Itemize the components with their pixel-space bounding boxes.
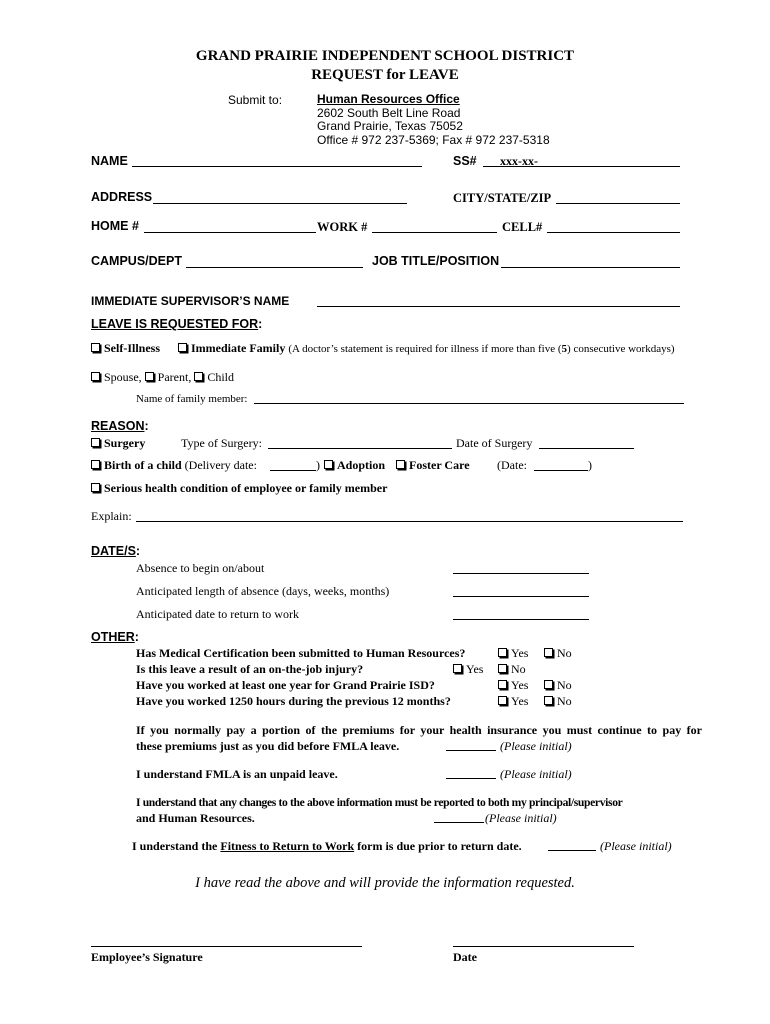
birth-row <box>91 458 257 473</box>
work-phone-field[interactable] <box>372 232 497 233</box>
type-of-surgery-label: Type of Surgery: <box>181 436 262 450</box>
campus-dept-field[interactable] <box>186 267 363 268</box>
child-label: Child <box>207 370 234 384</box>
city-state-zip-label: CITY/STATE/ZIP <box>453 191 552 205</box>
foster-care-label: Foster Care <box>409 458 470 472</box>
date-close: ) <box>588 458 592 472</box>
date-of-surgery-label: Date of Surgery <box>456 436 533 450</box>
absence-length-label: Anticipated length of absence (days, weeks, months) <box>136 584 390 598</box>
absence-length-field[interactable] <box>453 596 589 597</box>
premium-please-initial: (Please initial) <box>500 739 572 753</box>
date-of-surgery-field[interactable] <box>539 448 634 449</box>
delivery-date-field[interactable] <box>270 470 316 471</box>
q4-no-checkbox[interactable] <box>544 696 553 705</box>
birth-of-child-checkbox[interactable] <box>91 460 100 469</box>
leave-heading: LEAVE IS REQUESTED FOR: <box>91 317 263 331</box>
address-field[interactable] <box>153 203 407 204</box>
name-field[interactable] <box>132 166 422 167</box>
submit-label: Submit to: <box>228 93 283 107</box>
address-label: ADDRESS <box>91 190 153 204</box>
phone-fax: Office # 972 237-5369; Fax # 972 237-5318 <box>317 132 550 147</box>
office-name: Human Resources Office <box>317 92 460 106</box>
changes-please-initial: (Please initial) <box>485 811 557 825</box>
q1-yes-checkbox[interactable] <box>498 648 507 657</box>
delivery-close: ) <box>316 458 320 472</box>
adoption-date-field[interactable] <box>534 470 588 471</box>
doctor-statement-note: (A doctor’s statement is required for illness if more than five (5) consecutive workdays) <box>288 343 675 355</box>
other-heading: OTHER: <box>91 630 139 644</box>
q1-yes: Yes <box>498 646 528 661</box>
q2-no: No <box>498 662 526 677</box>
fitness-initial-field[interactable] <box>548 850 596 851</box>
premium-text-line1: If you normally pay a portion of the premiums for your health insurance you must continue to pay for <box>136 723 702 737</box>
job-title-field[interactable] <box>501 267 680 268</box>
signature-label: Employee’s Signature <box>91 950 203 964</box>
serious-health-checkbox[interactable] <box>91 483 100 492</box>
absence-begin-field[interactable] <box>453 573 589 574</box>
changes-text-line2: and Human Resources. <box>136 811 255 825</box>
birth-of-child-label: Birth of a child <box>104 458 182 472</box>
immediate-family-checkbox[interactable] <box>178 343 187 352</box>
city-state-zip-field[interactable] <box>556 203 680 204</box>
parent-label: Parent, <box>157 370 192 384</box>
name-label: NAME <box>91 154 128 168</box>
address-line2: Grand Prairie, Texas 75052 <box>317 119 463 133</box>
q2-no-checkbox[interactable] <box>498 664 507 673</box>
job-title-label: JOB TITLE/POSITION <box>372 254 500 268</box>
q-one-year: Have you worked at least one year for Grand Prairie ISD? <box>136 678 435 692</box>
parent-checkbox[interactable] <box>145 372 154 381</box>
adoption-checkbox[interactable] <box>324 460 333 469</box>
date-label: (Date: <box>497 458 527 472</box>
family-member-label: Name of family member: <box>136 393 248 405</box>
home-phone-label: HOME # <box>91 219 139 233</box>
q1-no: No <box>544 646 572 661</box>
ss-label: SS# <box>453 154 477 168</box>
q3-no: No <box>544 678 572 693</box>
unpaid-please-initial: (Please initial) <box>500 767 572 781</box>
family-member-field[interactable] <box>254 403 684 404</box>
fitness-to-return-link[interactable]: Fitness to Return to Work <box>220 839 355 853</box>
supervisor-field[interactable] <box>317 306 680 307</box>
spouse-label: Spouse, <box>104 370 142 384</box>
q4-yes: Yes <box>498 694 528 709</box>
address-line1: 2602 South Belt Line Road <box>317 105 461 120</box>
home-phone-field[interactable] <box>144 232 316 233</box>
q3-yes-checkbox[interactable] <box>498 680 507 689</box>
explain-label: Explain: <box>91 509 132 523</box>
family-member-options <box>91 370 234 385</box>
date-signed-line[interactable] <box>453 946 634 947</box>
cell-phone-field[interactable] <box>547 232 680 233</box>
adoption-option <box>324 458 385 473</box>
unpaid-leave-text: I understand FMLA is an unpaid leave. <box>136 767 338 781</box>
reason-heading: REASON: <box>91 419 149 433</box>
immediate-family-label: Immediate Family <box>191 341 286 355</box>
type-of-surgery-field[interactable] <box>268 448 452 449</box>
fitness-text: I understand the Fitness to Return to Work form is due prior to return date. <box>132 839 522 853</box>
explain-field[interactable] <box>136 521 683 522</box>
foster-care-checkbox[interactable] <box>396 460 405 469</box>
unpaid-initial-field[interactable] <box>446 778 496 779</box>
submit-address <box>317 93 550 147</box>
district-title: GRAND PRAIRIE INDEPENDENT SCHOOL DISTRICT <box>195 48 575 64</box>
return-date-field[interactable] <box>453 619 589 620</box>
work-phone-label: WORK # <box>317 220 368 234</box>
q1-no-checkbox[interactable] <box>544 648 553 657</box>
adoption-label: Adoption <box>337 458 386 472</box>
leave-options-row <box>91 341 675 356</box>
delivery-date-label: (Delivery date: <box>184 458 257 472</box>
supervisor-label: IMMEDIATE SUPERVISOR’S NAME <box>91 294 290 308</box>
surgery-row <box>91 436 145 451</box>
q3-yes: Yes <box>498 678 528 693</box>
serious-health-row <box>91 481 387 496</box>
q4-no: No <box>544 694 572 709</box>
date-signed-label: Date <box>453 950 477 964</box>
q3-no-checkbox[interactable] <box>544 680 553 689</box>
signature-line[interactable] <box>91 946 362 947</box>
surgery-label: Surgery <box>104 436 146 450</box>
changes-initial-field[interactable] <box>434 822 484 823</box>
serious-health-label: Serious health condition of employee or family member <box>104 481 388 495</box>
foster-care-option <box>396 458 470 473</box>
campus-dept-label: CAMPUS/DEPT <box>91 254 182 268</box>
child-checkbox[interactable] <box>194 372 203 381</box>
q-1250-hours: Have you worked 1250 hours during the previous 12 months? <box>136 694 451 708</box>
dates-heading: DATE/S: <box>91 544 141 558</box>
premium-initial-field[interactable] <box>446 750 496 751</box>
changes-text-line1: I understand that any changes to the above information must be reported to both my principal/supervisor <box>136 796 623 809</box>
surgery-checkbox[interactable] <box>91 438 100 447</box>
spouse-checkbox[interactable] <box>91 372 100 381</box>
q4-yes-checkbox[interactable] <box>498 696 507 705</box>
ss-value: xxx-xx- <box>500 154 538 168</box>
fitness-please-initial: (Please initial) <box>600 839 672 853</box>
q2-yes-checkbox[interactable] <box>453 664 462 673</box>
q-medical-certification: Has Medical Certification been submitted to Human Resources? <box>136 646 466 660</box>
cell-phone-label: CELL# <box>502 220 543 234</box>
form-title: REQUEST for LEAVE <box>311 67 459 83</box>
self-illness-label: Self-Illness <box>104 341 161 355</box>
premium-text-line2: these premiums just as you did before FMLA leave. <box>136 739 400 753</box>
q2-yes: Yes <box>453 662 483 677</box>
return-date-label: Anticipated date to return to work <box>136 607 299 621</box>
q-job-injury: Is this leave a result of an on-the-job injury? <box>136 662 364 676</box>
absence-begin-label: Absence to begin on/about <box>136 561 265 575</box>
self-illness-checkbox[interactable] <box>91 343 100 352</box>
acknowledgement-statement: I have read the above and will provide the information requested. <box>195 875 575 891</box>
